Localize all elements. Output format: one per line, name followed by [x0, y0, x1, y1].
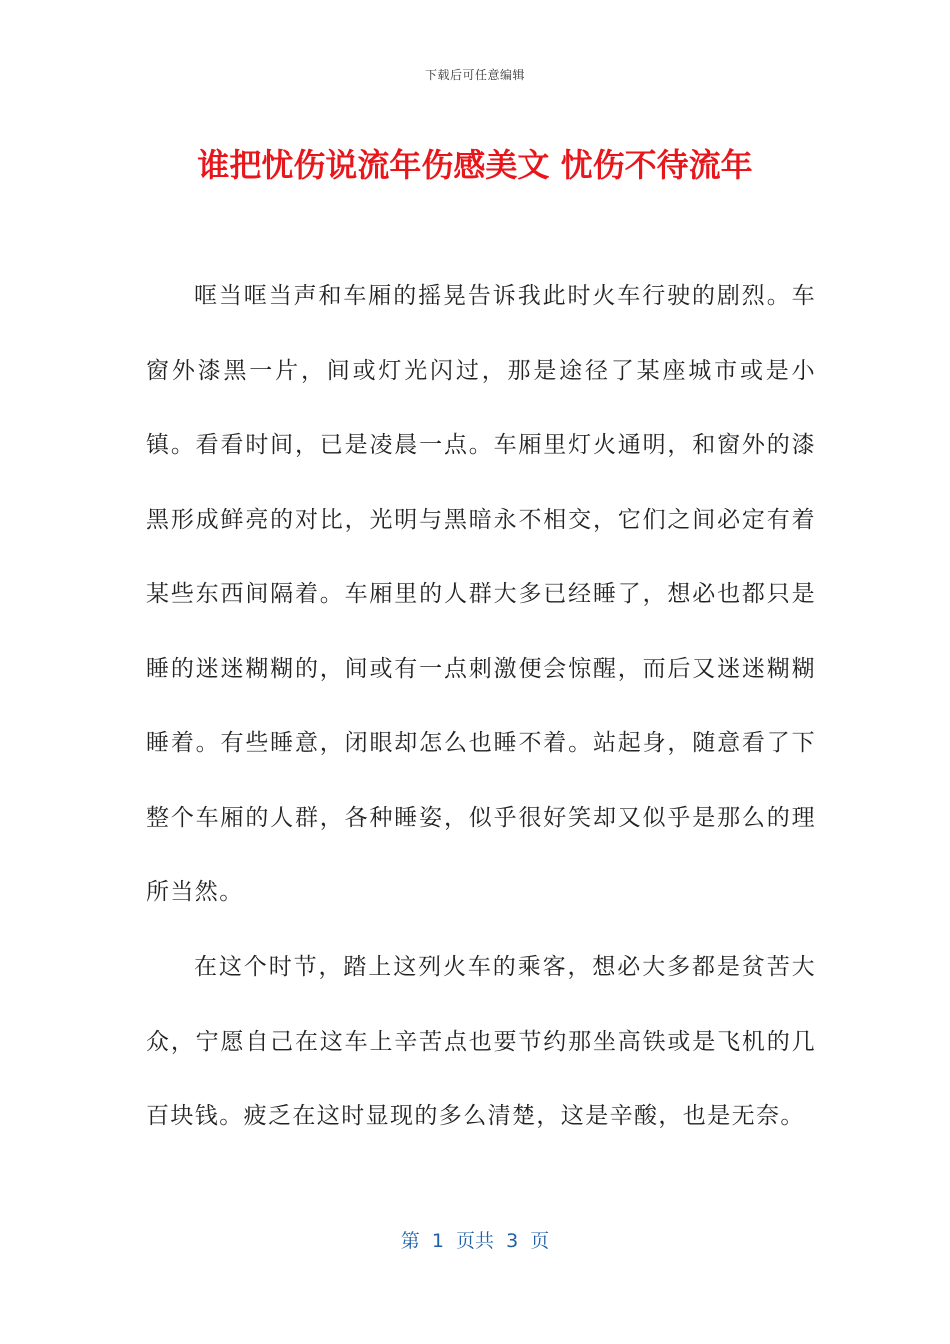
document-title: 谁把忧伤说流年伤感美文 忧伤不待流年	[197, 146, 753, 184]
paragraph-1: 哐当哐当声和车厢的摇晃告诉我此时火车行驶的剧烈。车窗外漆黑一片，间或灯光闪过，那是途径了某座城市或是小镇。看看时间，已是凌晨一点。车厢里灯火通明，和窗外的漆黑形成鲜亮的对比，光明与黑暗永不相交，它们之间必定有着某些东西间隔着。车厢里的人群大多已经睡了，想必也都只是睡的迷迷糊糊的，间或有一点刺激便会惊醒，而后又迷迷糊糊睡着。有些睡意，闭眼却怎么也睡不着。站起身，随意看了下整个车厢的人群，各种睡姿，似乎很好笑却又似乎是那么的理所当然。	[146, 283, 816, 905]
paragraph-2: 在这个时节，踏上这列火车的乘客，想必大多都是贫苦大众，宁愿自己在这车上辛苦点也要节约那坐高铁或是飞机的几百块钱。疲乏在这时显现的多么清楚，这是辛酸，也是无奈。	[146, 954, 816, 1129]
page-indicator: 第 1 页共 3 页	[400, 1230, 550, 1252]
header-note: 下载后可任意编辑	[424, 68, 525, 82]
